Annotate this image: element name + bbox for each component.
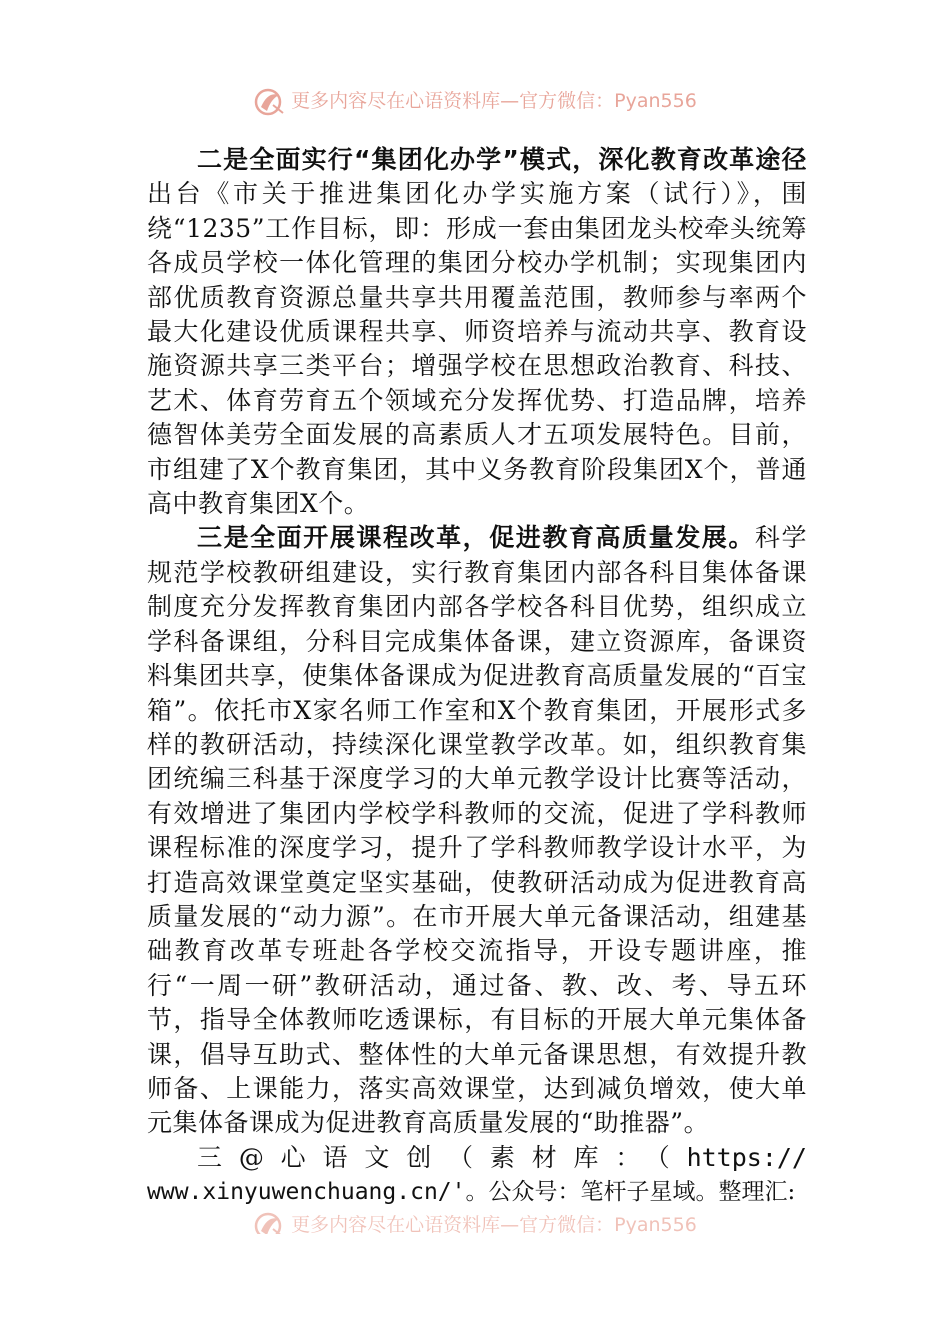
paragraph-heading: 二是全面实行“集团化办学”模式，深化教育改革途径 (197, 145, 807, 174)
paragraph-text: 出台《市关于推进集团化办学实施方案（试行）》，围绕“1235”工作目标，即：形成一套由集团龙头校牵头统筹各成员学校一体化管理的集团分校办学机制；实现集团内部优质教育资源总量共享共用覆盖范围，教师参与率两个最大化建设优质课程共享、师资培养与流动共享、教育设施资源共享三类平台；增强学校在思想政治教育、科技、艺术、体育劳育五个领域充分发挥优势、打造品牌，培养德智体美劳全面发展的高素质人才五项发展特色。目前，市组建了X个教育集团，其中义务教育阶段集团X个，普通高中教育集团X个。 (147, 179, 807, 519)
paragraph-text: 科学规范学校教研组建设，实行教育集团内部各科目集体备课制度充分发挥教育集团内部各学校各科目优势，组织成立学科备课组，分科目完成集体备课，建立资源库，备课资料集团共享，使集体备课成为促进教育高质量发展的“百宝箱”。依托市X家名师工作室和X个教育集团，开展形式多样的教研活动，持续深化课堂教学改革。如，组织教育集团统编三科基于深度学习的大单元教学设计比赛等活动，有效增进了集团内学校学科教师的交流，促进了学科教师课程标准的深度学习，提升了学科教师教学设计水平，为打造高效课堂奠定坚实基础，使教研活动成为促进教育高质量发展的“动力源”。在市开展大单元备课活动，组建基础教育改革专班赴各学校交流指导，开设专题讲座，推行“一周一研”教研活动，通过备、教、改、考、导五环节，指导全体教师吃透课标，有目标的开展大单元集体备课，倡导互助式、整体性的大单元备课思想，有效提升教师备、上课能力，落实高效课堂，达到减负增效，使大单元集体备课成为促进教育高质量发展的“助推器”。 (147, 523, 807, 1138)
paragraph-heading: 三是全面开展课程改革，促进教育高质量发展。 (197, 523, 755, 553)
source-note-text: 。公众号：笔杆子星域。整理汇: (465, 1179, 796, 1206)
paragraph-curriculum-reform (147, 521, 807, 1140)
source-url-part1[interactable]: https:// (686, 1142, 807, 1172)
source-note-line2 (147, 1175, 807, 1209)
watermark-text: 更多内容尽在心语资料库—官方微信：Pyan556 (291, 90, 697, 112)
paragraph-collectivization (147, 143, 807, 521)
watermark-header (0, 86, 950, 117)
watermark-footer (0, 1210, 950, 1234)
brand-logo-icon (253, 1211, 287, 1235)
watermark-text: 更多内容尽在心语资料库—官方微信：Pyan556 (291, 1214, 697, 1234)
source-note-line1 (147, 1141, 807, 1175)
document-body (147, 143, 807, 1210)
brand-logo-icon (253, 87, 287, 117)
source-url-part2[interactable]: www.xinyuwenchuang.cn/' (147, 1179, 466, 1206)
source-note-text: 三@心语文创（素材库：（ (197, 1142, 687, 1172)
